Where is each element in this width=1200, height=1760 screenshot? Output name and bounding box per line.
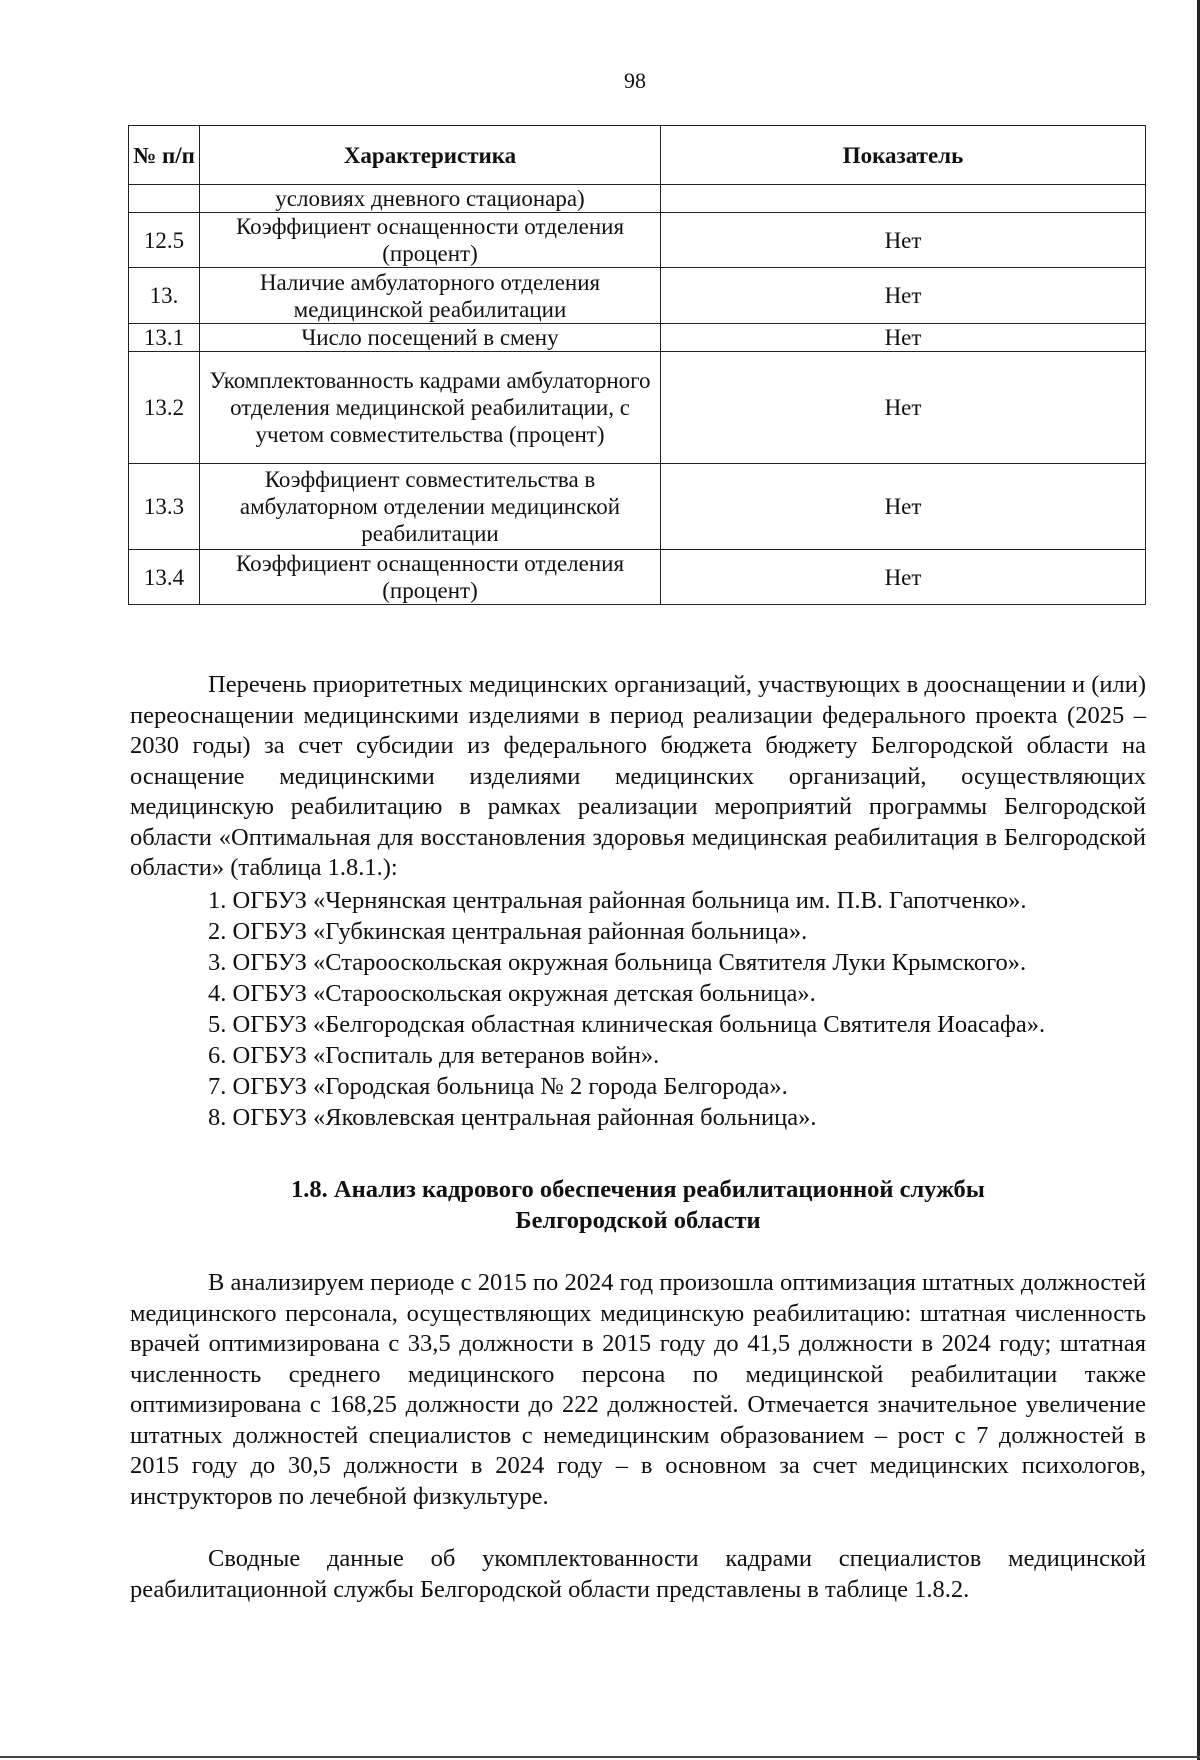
header-value: Показатель	[661, 126, 1146, 185]
table-row	[129, 213, 1146, 268]
table-row	[129, 464, 1146, 550]
row-characteristic: Наличие амбулаторного отделения медицинской реабилитации	[200, 268, 661, 324]
list-item: 4. ОГБУЗ «Старооскольская окружная детская больница».	[208, 980, 816, 1007]
section-heading	[130, 1174, 1146, 1236]
list-item: 3. ОГБУЗ «Старооскольская окружная больница Святителя Луки Крымского».	[208, 949, 1027, 976]
row-number: 13.3	[129, 464, 200, 550]
list-item: 5. ОГБУЗ «Белгородская областная клиническая больница Святителя Иоасафа».	[208, 1011, 1046, 1038]
row-characteristic: Коэффициент оснащенности отделения (процент)	[200, 213, 661, 268]
row-number: 13.2	[129, 352, 200, 464]
row-characteristic: Число посещений в смену	[200, 324, 661, 352]
row-characteristic: Укомплектованность кадрами амбулаторного отделения медицинской реабилитации, с учетом совместительства (процент)	[200, 352, 661, 464]
table-row	[129, 324, 1146, 352]
indicators-table	[128, 125, 1146, 605]
row-number: 13.1	[129, 324, 200, 352]
table-row	[129, 550, 1146, 605]
list-item: 8. ОГБУЗ «Яковлевская центральная районная больница».	[208, 1104, 817, 1131]
row-number: 12.5	[129, 213, 200, 268]
row-value: Нет	[661, 464, 1146, 550]
row-number: 13.	[129, 268, 200, 324]
row-value: Нет	[661, 352, 1146, 464]
paragraph-priority-organizations: Перечень приоритетных медицинских организаций, участвующих в дооснащении и (или) переоснащении медицинскими изделиями в период реализации федерального проекта (2025 – 2030 годы) за счет субсидии из федерального бюджета бюджету Белгородской области на оснащение медицинскими изделиями медицинских организаций, осуществляющих медицинскую реабилитацию в рамках реализации мероприятий программы Белгородской области «Оптимальная для восстановления здоровья медицинская реабилитация в Белгородской области» (таблица 1.8.1.):	[130, 671, 1147, 881]
row-number: 13.4	[129, 550, 200, 605]
row-characteristic: условиях дневного стационара)	[200, 185, 661, 213]
section-heading-line-2: Белгородской области	[515, 1207, 761, 1234]
table-row	[129, 185, 1146, 213]
page-number: 98	[624, 68, 646, 93]
row-value: Нет	[661, 268, 1146, 324]
section-heading-line-1: 1.8. Анализ кадрового обеспечения реабилитационной службы	[291, 1176, 985, 1203]
paragraph-staffing-analysis: В анализируем периоде с 2015 по 2024 год произошла оптимизация штатных должностей медицинского персонала, осуществляющих медицинскую реабилитацию: штатная численность врачей оптимизирована с 33,5 должности в 2015 году до 41,5 должности в 2024 году; штатная численность среднего медицинского персона по медицинской реабилитации также оптимизирована с 168,25 должности до 222 должностей. Отмечается значительное увеличение штатных должностей специалистов с немедицинским образованием – рост с 7 должностей в 2015 году до 30,5 должности в 2024 году – в основном за счет медицинских психологов, инструкторов по лечебной физкультуре.	[130, 1269, 1146, 1510]
table-row	[129, 352, 1146, 464]
scan-bottom-line	[0, 1756, 1200, 1758]
paragraph-summary: Сводные данные об укомплектованности кадрами специалистов медицинской реабилитационной службы Белгородской области представлены в таблице 1.8.2.	[130, 1545, 1146, 1603]
row-characteristic: Коэффициент оснащенности отделения (процент)	[200, 550, 661, 605]
header-number: № п/п	[129, 126, 200, 185]
row-number	[129, 185, 200, 213]
row-value: Нет	[661, 213, 1146, 268]
table-header-row	[129, 126, 1146, 185]
row-value: Нет	[661, 550, 1146, 605]
list-item: 6. ОГБУЗ «Госпиталь для ветеранов войн».	[208, 1042, 660, 1069]
row-characteristic: Коэффициент совместительства в амбулаторном отделении медицинской реабилитации	[200, 464, 661, 550]
list-item: 7. ОГБУЗ «Городская больница № 2 города Белгорода».	[208, 1073, 788, 1100]
row-value	[661, 185, 1146, 213]
organizations-list	[130, 885, 1160, 1133]
list-item: 1. ОГБУЗ «Чернянская центральная районная больница им. П.В. Гапотченко».	[208, 887, 1027, 914]
row-value: Нет	[661, 324, 1146, 352]
table-row	[129, 268, 1146, 324]
list-item: 2. ОГБУЗ «Губкинская центральная районная больница».	[208, 918, 808, 945]
header-characteristic: Характеристика	[200, 126, 661, 185]
